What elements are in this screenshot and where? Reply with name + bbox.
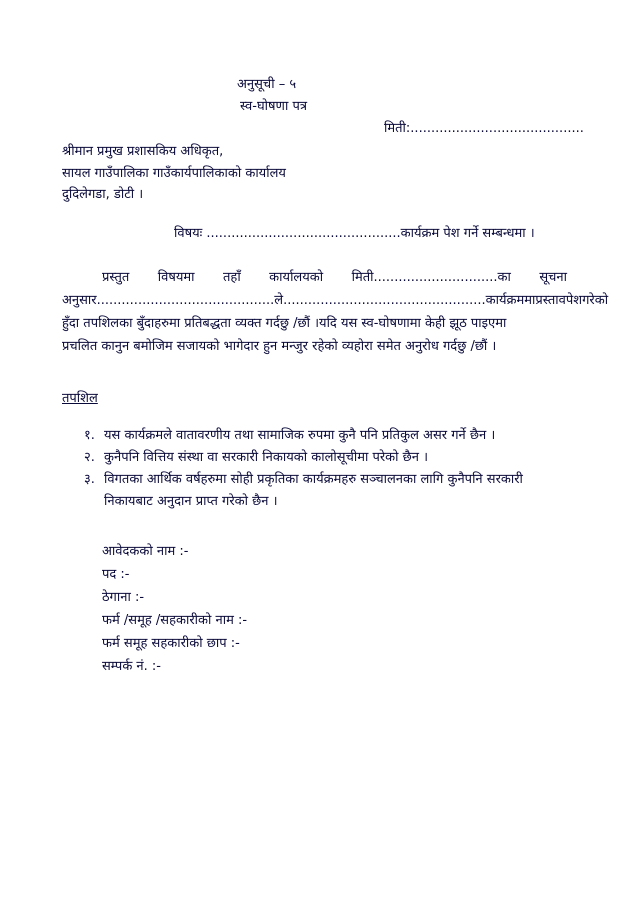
recipient-line-3: दुदिलेगडा, डोटी ।: [62, 187, 144, 202]
subject-line: विषयः ...............................................कार्यक्रम पेश गर्ने सम्बन्धमा ।: [174, 226, 535, 241]
paragraph-word: प्रस्तुत: [102, 270, 130, 285]
list-item-text: विगतका आर्थिक वर्षहरुमा सोही प्रकृतिका कार्यक्रमहरु सञ्चालनका लागि कुनैपनि सरकारी निकायबाट अनुदान प्राप्त गरेको छैन ।: [104, 472, 523, 509]
contact-number-field: सम्पर्क नं. :-: [102, 659, 161, 674]
address-field: ठेगाना :-: [102, 590, 145, 605]
paragraph-word: कार्यालयको: [269, 270, 324, 285]
paragraph-word: प्रस्ताव: [535, 293, 566, 308]
list-item-number: ३.: [84, 472, 95, 487]
applicant-name-field: आवेदकको नाम :-: [102, 544, 189, 559]
declaration-paragraph: [62, 266, 609, 358]
paragraph-word: पेश: [565, 293, 583, 308]
paragraph-word: गरेको: [582, 293, 609, 308]
list-item-number: २.: [84, 450, 95, 465]
applicant-fields: [102, 540, 247, 678]
list-item: [84, 447, 569, 469]
recipient-line-1: श्रीमान प्रमुख प्रशासकिय अधिकृत,: [62, 144, 224, 159]
list-item-number: १.: [84, 428, 95, 443]
details-list: [84, 425, 569, 513]
paragraph-word: विषयमा: [157, 270, 195, 285]
paragraph-line-3: हुँदा तपशिलका बुँदाहरुमा प्रतिबद्धता व्यक्त गर्दछु /छौं ।यदि यस स्व-घोषणामा केही झूठ पाइएमा: [62, 316, 507, 331]
recipient-line-2: सायल गाउँपालिका गाउँकार्यपालिकाको कार्यालय: [62, 166, 286, 181]
paragraph-word: सूचना: [539, 270, 567, 285]
paragraph-word: मिती..............................का: [351, 270, 511, 285]
position-field: पद :-: [102, 567, 130, 582]
paragraph-line-1: [62, 266, 567, 289]
paragraph-word: तहाँ: [223, 270, 241, 285]
firm-name-field: फर्म /समूह /सहकारीको नाम :-: [102, 613, 248, 628]
firm-seal-field: फर्म समूह सहकारीको छाप :-: [102, 636, 240, 651]
date-field: मिती:..........................................: [384, 121, 584, 136]
paragraph-word: अनुसार...........................................ले.................................................कार्यक्रममा: [62, 293, 536, 308]
list-item-text: यस कार्यक्रमले वातावरणीय तथा सामाजिक रुपमा कुनै पनि प्रतिकुल असर गर्ने छैन ।: [104, 428, 496, 443]
details-heading: तपशिल: [62, 391, 98, 406]
list-item: [84, 469, 569, 513]
paragraph-line-2: [62, 289, 609, 312]
document-title: स्व-घोषणा पत्र: [240, 99, 307, 114]
list-item-text: कुनैपनि वित्तिय संस्था वा सरकारी निकायको कालोसूचीमा परेको छैन ।: [104, 450, 429, 465]
annex-title: अनुसूची – ५: [237, 77, 297, 92]
paragraph-line-4: प्रचलित कानुन बमोजिम सजायको भागेदार हुन मन्जुर रहेको व्यहोरा समेत अनुरोध गर्दछु /छौं ।: [62, 339, 497, 354]
list-item: [84, 425, 569, 447]
